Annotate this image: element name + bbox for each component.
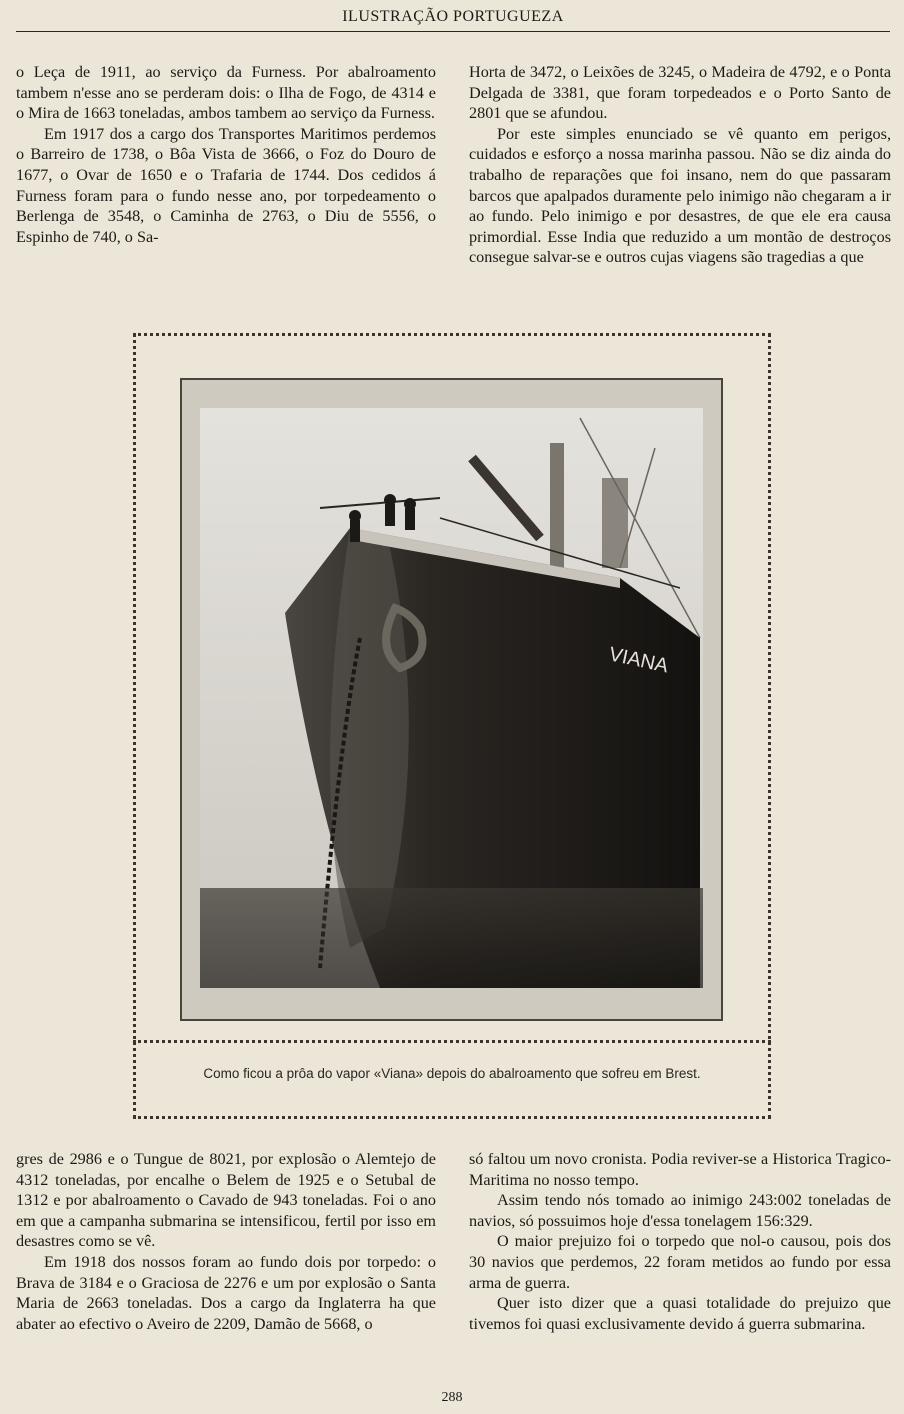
figure-caption: Como ficou a prôa do vapor «Viana» depois do abalroamento que sofreu em Brest. [203, 1066, 701, 1081]
ship-photo [200, 408, 703, 988]
page-header: ILUSTRAÇÃO PORTUGUEZA [342, 8, 564, 25]
column-bottom-right [469, 1149, 891, 1334]
column-bottom-left [16, 1149, 436, 1334]
paragraph: Em 1918 dos nossos foram ao fundo dois por torpedo: o Brava de 3184 e o Graciosa de 2276 e um por explosão o Santa Maria de 2663 toneladas. Dos a cargo da Inglaterra ha que abater ao efectivo o Aveiro de 2209, Damão de 5668, o [16, 1252, 436, 1333]
column-top-left [16, 62, 436, 247]
paragraph: Assim tendo nós tomado ao inimigo 243:002 toneladas de navios, só possuimos hoje d'essa tonelagem 156:329. [469, 1191, 891, 1230]
paragraph: Por este simples enunciado se vê quanto em perigos, cuidados e esforço a nossa marinha passou. Não se diz ainda do trabalho de reparações que foi insano, nem do que passaram barcos que apalpados duramente pelo inimigo não chegaram a ir ao fundo. Pelo inimigo e por desastres, de que ele era causa primordial. Esse India que reduzido a um montão de destroços consegue salvar-se e outros cujas viagens são tragedias a que [469, 124, 891, 267]
column-top-right [469, 62, 891, 268]
paragraph: Em 1917 dos a cargo dos Transportes Maritimos perdemos o Barreiro de 1738, o Bôa Vista de 3666, o Foz do Douro de 1677, o Ovar de 1650 e o Trafaria de 1744. Dos cedidos á Furness foram para o fundo nesse ano, por torpedeamento o Berlenga de 3548, o Caminha de 2763, o Diu de 5556, o Espinho de 740, o Sa- [16, 124, 436, 246]
paragraph: Quer isto dizer que a quasi totalidade do prejuizo que tivemos foi quasi exclusivamente devido á guerra submarina. [469, 1294, 891, 1333]
ship-name-text: VIANA [606, 643, 671, 678]
header-rule [16, 31, 890, 32]
paragraph: só faltou um novo cronista. Podia reviver-se a Historica Tragico-Maritima no nosso tempo. [469, 1150, 891, 1189]
paragraph: O maior prejuizo foi o torpedo que nol-o causou, pois dos 30 navios que perdemos, 22 foram metidos ao fundo por essa arma de guerra. [469, 1232, 891, 1292]
paragraph: Horta de 3472, o Leixões de 3245, o Madeira de 4792, e o Ponta Delgada de 3381, que foram torpedeados e o Porto Santo de 2801 que se afundou. [469, 63, 891, 123]
figure-caption-divider [133, 1040, 771, 1043]
paragraph: o Leça de 1911, ao serviço da Furness. Por abalroamento tambem n'esse ano se perderam dois: o Ilha de Fogo, de 4314 e o Mira de 1663 toneladas, ambos tambem ao serviço da Furness. [16, 63, 436, 123]
paragraph: gres de 2986 e o Tungue de 8021, por explosão o Alemtejo de 4312 toneladas, por encalhe o Belem de 1925 e o Setubal de 1312 e por abalroamento o Cavado de 943 toneladas. Foi o ano em que a campanha submarina se intensificou, fertil por isso em desastres como se vê. [16, 1150, 436, 1251]
page-number: 288 [441, 1390, 463, 1405]
